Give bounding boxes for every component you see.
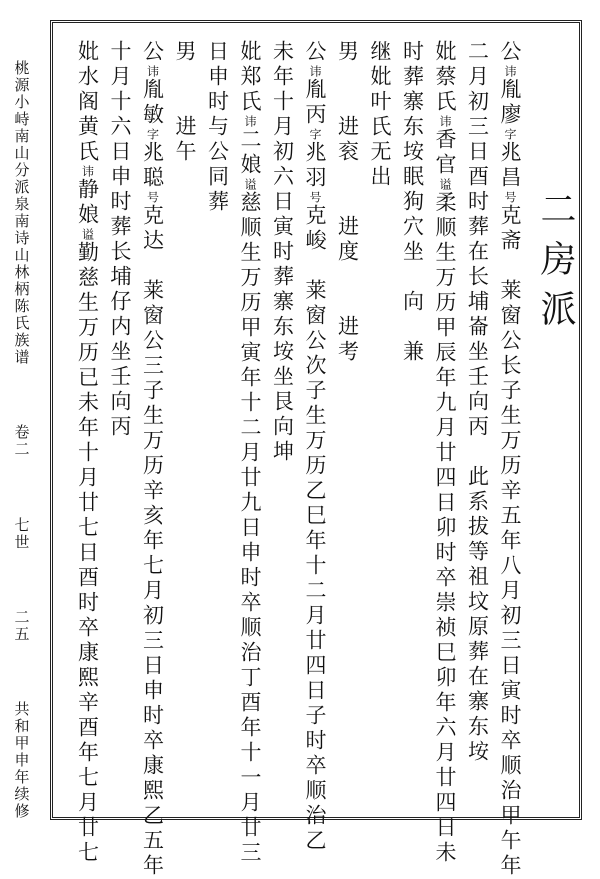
text-column	[461, 40, 494, 820]
text-segment: 妣郑氏	[238, 40, 262, 115]
annotation-label: 讳	[145, 65, 160, 78]
generation-label: 七世	[12, 516, 31, 551]
text-segment: 静娘	[75, 178, 100, 228]
text-column	[364, 40, 397, 820]
text-segment: 妣水阁黄氏	[75, 40, 100, 165]
annotation-label: 号	[308, 191, 322, 204]
text-segment: 胤敏	[140, 78, 165, 128]
text-segment: 柔顺生万历甲辰年九月廿四日卯时卒崇祯巳卯年六月廿四日未	[433, 191, 457, 866]
text-segment: 兆昌	[498, 141, 522, 191]
text-segment: 妣蔡氏	[433, 40, 457, 115]
text-column	[71, 40, 104, 866]
text-segment: 兆聪	[140, 141, 165, 191]
annotation-label: 讳	[308, 65, 322, 78]
text-segment: 克斋 莱窗公长子生万历辛五年八月初三日寅时卒顺治甲午年	[498, 204, 522, 879]
text-segment: 二月初三日酉时葬在长埔崙坐壬向丙 此系拔等祖坟原葬在寨东垵	[465, 40, 490, 765]
text-column	[429, 40, 462, 866]
annotation-label: 号	[145, 191, 160, 204]
text-column	[201, 40, 234, 820]
annotation-label: 讳	[80, 165, 95, 178]
volume-label: 卷二	[12, 424, 31, 459]
text-segment: 克峻 莱窗公次子生万历乙巳年十二月廿四日子时卒顺治乙	[303, 204, 327, 854]
text-segment: 公	[498, 40, 522, 65]
text-segment: 公	[140, 40, 165, 65]
annotation-label: 字	[503, 128, 517, 141]
text-segment: 胤丙	[303, 78, 327, 128]
annotation-label: 讳	[243, 115, 257, 128]
annotation-label: 谥	[80, 228, 95, 241]
page-number: 二五	[12, 608, 31, 643]
text-segment: 男 进衮 进度 进考	[335, 40, 360, 365]
text-column	[234, 40, 267, 866]
genealogy-body	[75, 40, 526, 879]
annotation-label: 字	[308, 128, 322, 141]
text-column	[396, 40, 429, 820]
annotation-label: 谥	[438, 178, 452, 191]
text-segment: 日申时与公同葬	[205, 40, 230, 215]
text-segment: 勤慈生万历已未年十月廿七日酉时卒康熙辛酉年七月廿七	[75, 241, 100, 866]
text-column	[266, 40, 299, 820]
text-column	[136, 40, 169, 879]
book-title: 桃源小峙南山分派泉南诗山林柄陈氏族谱	[12, 60, 31, 366]
edition-label: 共和甲申年续修	[12, 701, 31, 820]
section-heading: 二房派	[535, 190, 576, 340]
side-margin	[8, 60, 36, 820]
text-segment: 公	[303, 40, 327, 65]
text-column	[169, 40, 202, 820]
text-segment: 未年十月初六日寅时葬寨东垵坐艮向坤	[270, 40, 295, 465]
annotation-label: 谥	[243, 178, 257, 191]
text-segment: 时葬寨东垵眠狗穴坐 向 兼	[400, 40, 425, 365]
text-segment: 克达 莱窗公三子生万历辛亥年七月初三日申时卒康熙乙五年	[140, 204, 165, 879]
annotation-label: 讳	[438, 115, 452, 128]
text-column	[299, 40, 332, 854]
text-segment: 胤廖	[498, 78, 522, 128]
text-column	[494, 40, 527, 879]
text-column	[104, 40, 137, 820]
annotation-label: 讳	[503, 65, 517, 78]
text-segment: 二娘	[238, 128, 262, 178]
annotation-label: 字	[145, 128, 160, 141]
text-segment: 男 进午	[173, 40, 197, 165]
text-segment: 香官	[433, 128, 457, 178]
text-segment: 慈顺生万历甲寅年十二月廿九日申时卒顺治丁酉年十一月廿三	[238, 191, 262, 866]
text-segment: 继妣叶氏无出	[368, 40, 392, 190]
text-segment: 兆羽	[303, 141, 327, 191]
text-column	[331, 40, 364, 820]
annotation-label: 号	[503, 191, 517, 204]
text-segment: 十月十六日申时葬长埔仔内坐壬向丙	[108, 40, 132, 440]
